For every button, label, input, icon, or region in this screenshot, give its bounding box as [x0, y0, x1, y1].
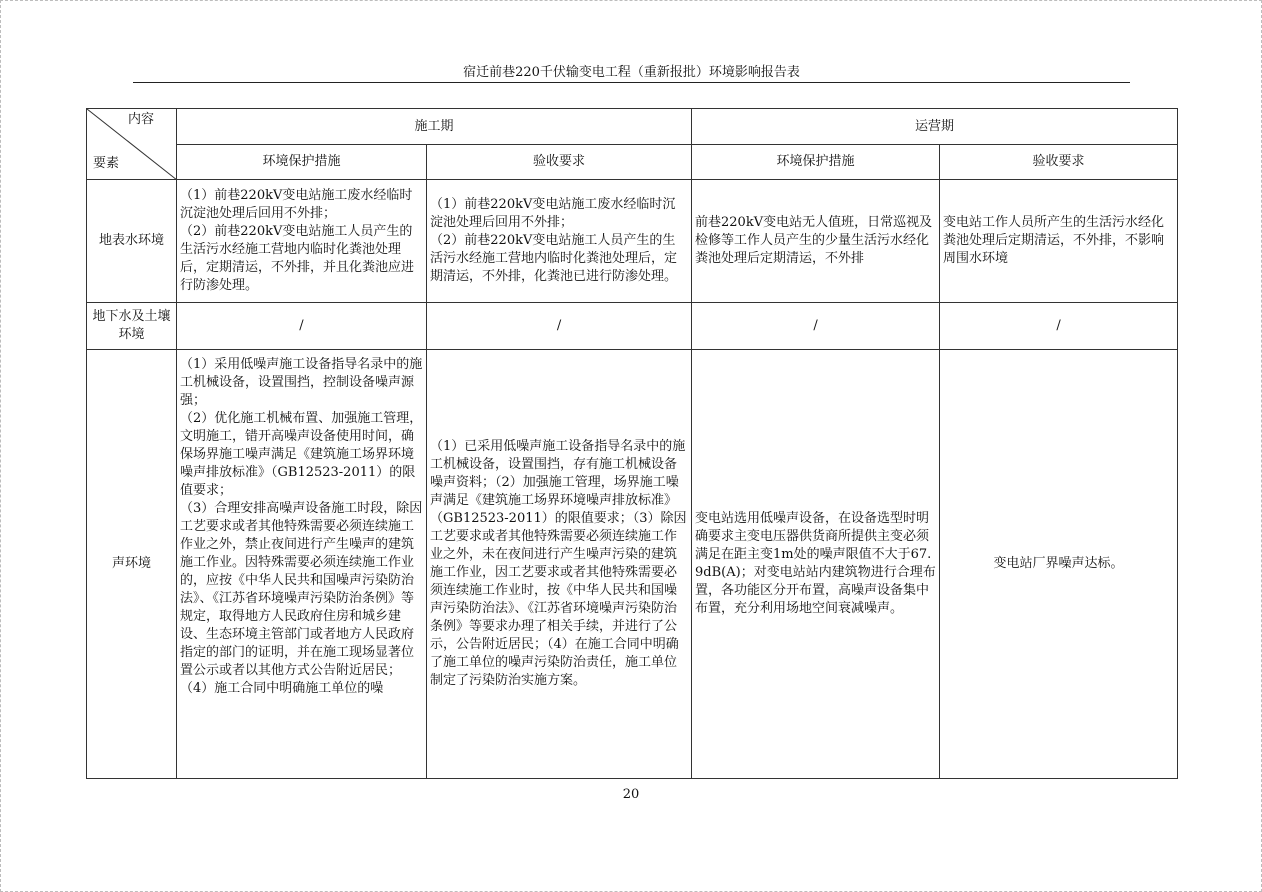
- subheader-operation-acceptance: 验收要求: [940, 145, 1178, 180]
- environmental-measures-table: [86, 108, 1178, 779]
- corner-label-content: 内容: [127, 112, 154, 127]
- table-row: [87, 303, 1178, 350]
- table-row: [87, 180, 1178, 303]
- page-number: 20: [622, 787, 640, 802]
- table-cell: /: [692, 303, 940, 350]
- row-label-acoustic: 声环境: [87, 350, 177, 779]
- table-cell: 变电站厂界噪声达标。: [940, 350, 1178, 779]
- corner-cell: [87, 109, 177, 180]
- table-cell: [427, 180, 692, 303]
- row-label-groundwater-soil: 地下水及土壤环境: [87, 303, 177, 350]
- document-header: 宿迁前巷220千伏输变电工程（重新报批）环境影响报告表: [463, 65, 800, 80]
- subheader-construction-acceptance: 验收要求: [427, 145, 692, 180]
- corner-label-element: 要素: [93, 156, 120, 171]
- cell-text: （1）前巷220kV变电站施工废水经临时沉淀池处理后回用不外排； （2）前巷220kV变电站施工人员产生的生活污水经施工营地内临时化粪池处理后，定期清运，不外排，并且化粪池应进行防渗处理。: [180, 188, 415, 293]
- table-cell: [692, 180, 940, 303]
- cell-text: 变电站选用低噪声设备，在设备选型时明确要求主变电压器供货商所提供主变必须满足在距主变1m处的噪声限值不大于67.9dB(A)；对变电站站内建筑物进行合理布置，各功能区分开布置，高噪声设备集中布置，充分利用场地空间衰减噪声。: [695, 511, 936, 616]
- table-cell: /: [427, 303, 692, 350]
- subheader-construction-measures: 环境保护措施: [177, 145, 427, 180]
- table-cell: /: [940, 303, 1178, 350]
- group-header-construction: 施工期: [177, 109, 692, 145]
- cell-text: （1）已采用低噪声施工设备指导名录中的施工机械设备，设置围挡，存有施工机械设备噪声资料；（2）加强施工管理，场界施工噪声满足《建筑施工场界环境噪声排放标准》（GB12523-2011）的限值要求；（3）除因工艺要求或者其他特殊需要必须连续施工作业之外，未在夜间进行产生噪声污染的建筑施工作业，因工艺要求或者其他特殊需要必须连续施工作业时，按《中华人民共和国噪声污染防治法》、《江苏省环境噪声污染防治条例》等要求办理了相关手续，并进行了公示，公告附近居民；（4）在施工合同中明确了施工单位的噪声污染防治责任，施工单位制定了污染防治实施方案。: [430, 439, 687, 688]
- group-header-operation: 运营期: [692, 109, 1178, 145]
- table-cell: [177, 350, 427, 779]
- table-cell: /: [177, 303, 427, 350]
- cell-text: （1）前巷220kV变电站施工废水经临时沉淀池处理后回用不外排； （2）前巷220kV变电站施工人员产生的生活污水经施工营地内临时化粪池处理后，定期清运，不外排，化粪池已进行防渗处理。: [430, 197, 678, 284]
- table-cell: [427, 350, 692, 779]
- row-label-surface-water: 地表水环境: [87, 180, 177, 303]
- cell-text: （1）采用低噪声施工设备指导名录中的施工机械设备，设置围挡，控制设备噪声源强； （2）优化施工机械布置、加强施工管理，文明施工，错开高噪声设备使用时间，确保场界施工噪声满足《建筑施工场界环境噪声排放标准》（GB12523-2011）的限值要求； （3）合理安排高噪声设备施工时段，除因工艺要求或者其他特殊需要必须连续施工作业之外，禁止夜间进行产生噪声的建筑施工作业。因特殊需要必须连续施工作业的，应按《中华人民共和国噪声污染防治法》、《江苏省环境噪声污染防治条例》等规定，取得地方人民政府住房和城乡建设、生态环境主管部门或者地方人民政府指定的部门的证明，并在施工现场显著位置公示或者以其他方式公告附近居民； （4）施工合同中明确施工单位的噪: [180, 356, 423, 696]
- cell-text: 前巷220kV变电站无人值班，日常巡视及检修等工作人员产生的少量生活污水经化粪池处理后定期清运，不外排: [695, 215, 933, 266]
- header-rule: [133, 82, 1130, 83]
- table-cell: [940, 180, 1178, 303]
- cell-text: 变电站工作人员所产生的生活污水经化粪池处理后定期清运，不外排，不影响周围水环境: [943, 215, 1165, 266]
- subheader-operation-measures: 环境保护措施: [692, 145, 940, 180]
- table-row: [87, 350, 1178, 779]
- table-cell: [177, 180, 427, 303]
- table-cell: [692, 350, 940, 779]
